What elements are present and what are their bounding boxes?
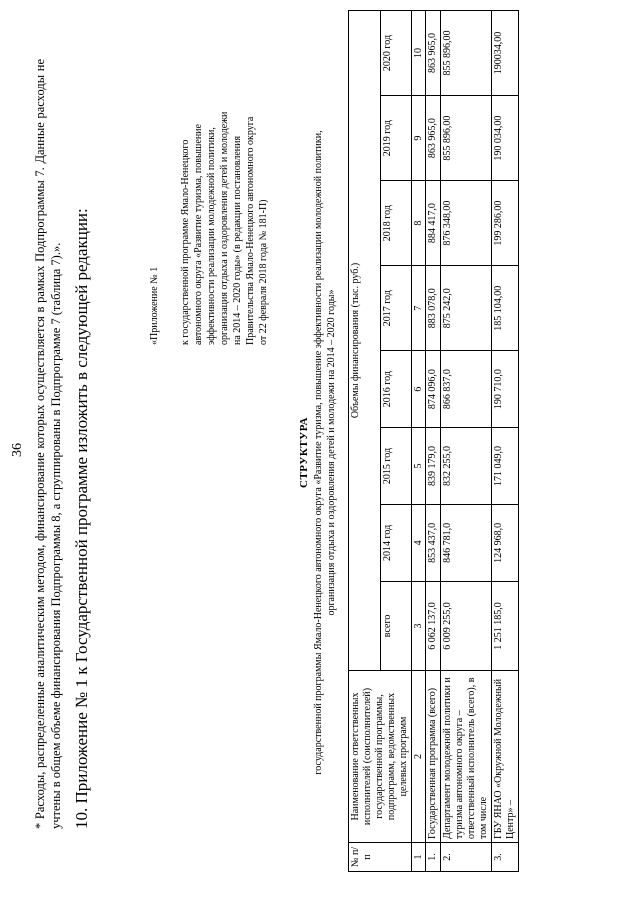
cell-value: 171 049,0 bbox=[492, 428, 519, 505]
header-name: Наименование ответственных исполнителей (соисполнителей) государственной программы, подпрограмм, ведомственных целевых программ bbox=[349, 671, 412, 843]
header-number: № п/п bbox=[349, 843, 412, 872]
row-number: 1. bbox=[426, 843, 441, 872]
cell-value: 874 096,0 bbox=[426, 351, 441, 428]
column-index: 10 bbox=[412, 11, 426, 96]
header-year: 2018 год bbox=[380, 181, 412, 266]
header-year: 2020 год bbox=[380, 11, 412, 96]
cell-total: 6 009 255,0 bbox=[441, 581, 492, 670]
cell-value: 855 896,00 bbox=[441, 96, 492, 181]
row-name: ГБУ ЯНАО «Окружной Молодежный Центр» – bbox=[492, 671, 519, 843]
cell-value: 190 034,00 bbox=[492, 96, 519, 181]
cell-value: 853 437,0 bbox=[426, 504, 441, 581]
table-row bbox=[492, 11, 519, 872]
column-index-row bbox=[412, 11, 426, 872]
document-subtitle: государственной программы Ямало-Ненецкого автономного округа «Развитие туризма, повышение эффективности реализации молодежной политики, организация отдыха и оздоровления детей и молодежи на 2014 – 2020 годы» bbox=[313, 130, 337, 775]
header-year: 2019 год bbox=[380, 96, 412, 181]
table-header-row bbox=[349, 11, 381, 872]
cell-value: 863 965,0 bbox=[426, 11, 441, 96]
table-row bbox=[441, 11, 492, 872]
row-number: 3. bbox=[492, 843, 519, 872]
cell-value: 863 965,0 bbox=[426, 96, 441, 181]
table-row bbox=[426, 11, 441, 872]
cell-value: 875 242,0 bbox=[441, 266, 492, 351]
cell-value: 846 781,0 bbox=[441, 504, 492, 581]
cell-value: 884 417,0 bbox=[426, 181, 441, 266]
funding-structure-table bbox=[348, 10, 519, 872]
column-index: 4 bbox=[412, 504, 426, 581]
cell-value: 185 104,00 bbox=[492, 266, 519, 351]
cell-total: 1 251 185,0 bbox=[492, 581, 519, 670]
document-title: СТРУКТУРА bbox=[298, 417, 310, 488]
column-index: 3 bbox=[412, 581, 426, 670]
column-index: 7 bbox=[412, 266, 426, 351]
row-number: 2. bbox=[441, 843, 492, 872]
cell-value: 124 968,0 bbox=[492, 504, 519, 581]
row-name: Департамент молодежной политики и туризма автономного округа – ответственный исполнитель (всего), в том числе bbox=[441, 671, 492, 843]
page-number: 36 bbox=[10, 443, 25, 457]
header-total: всего bbox=[380, 581, 412, 670]
annex-label: «Приложение № 1 bbox=[149, 266, 160, 345]
header-year: 2014 год bbox=[380, 504, 412, 581]
intro-paragraph: * Расходы, распределенные аналитическим методом, финансирование которых осуществляется в рамках Подпрограммы 7. Данные расходы не учтены в общем объеме финансирования Подпрограммы 8, а сгруппированы в Подпрограмме 7 (таблица 7).». bbox=[33, 59, 63, 829]
cell-total: 6 062 137,0 bbox=[426, 581, 441, 670]
cell-value: 883 078,0 bbox=[426, 266, 441, 351]
cell-value: 855 896,00 bbox=[441, 11, 492, 96]
column-index: 2 bbox=[412, 671, 426, 843]
cell-value: 190034,00 bbox=[492, 11, 519, 96]
annex-header bbox=[148, 105, 270, 345]
header-funding: Объемы финансирования (тыс. руб.) bbox=[349, 11, 381, 671]
cell-value: 866 837,0 bbox=[441, 351, 492, 428]
cell-value: 876 348,00 bbox=[441, 181, 492, 266]
section-heading: 10. Приложение № 1 к Государственной программе изложить в следующей редакции: bbox=[72, 208, 91, 829]
column-index: 9 bbox=[412, 96, 426, 181]
header-year: 2015 год bbox=[380, 428, 412, 505]
header-year: 2016 год bbox=[380, 351, 412, 428]
column-index: 6 bbox=[412, 351, 426, 428]
cell-value: 190 710,0 bbox=[492, 351, 519, 428]
row-name: Государственная программа (всего) bbox=[426, 671, 441, 843]
cell-value: 839 179,0 bbox=[426, 428, 441, 505]
header-year: 2017 год bbox=[380, 266, 412, 351]
cell-value: 199 286,00 bbox=[492, 181, 519, 266]
cell-value: 832 255,0 bbox=[441, 428, 492, 505]
column-index: 8 bbox=[412, 181, 426, 266]
column-index: 5 bbox=[412, 428, 426, 505]
annex-description: к государственной программе Ямало-Ненецкого автономного округа «Развитие туризма, повышение эффективности реализации молодежной политики, организация отдыха и оздоровления детей и молодежи на 2014 – 2020 годы» (в редакции постановления Правительства Ямало-Ненецкого автономного округа от 22 февраля 2018 года № 181-П) bbox=[180, 111, 269, 345]
column-index: 1 bbox=[412, 843, 426, 872]
